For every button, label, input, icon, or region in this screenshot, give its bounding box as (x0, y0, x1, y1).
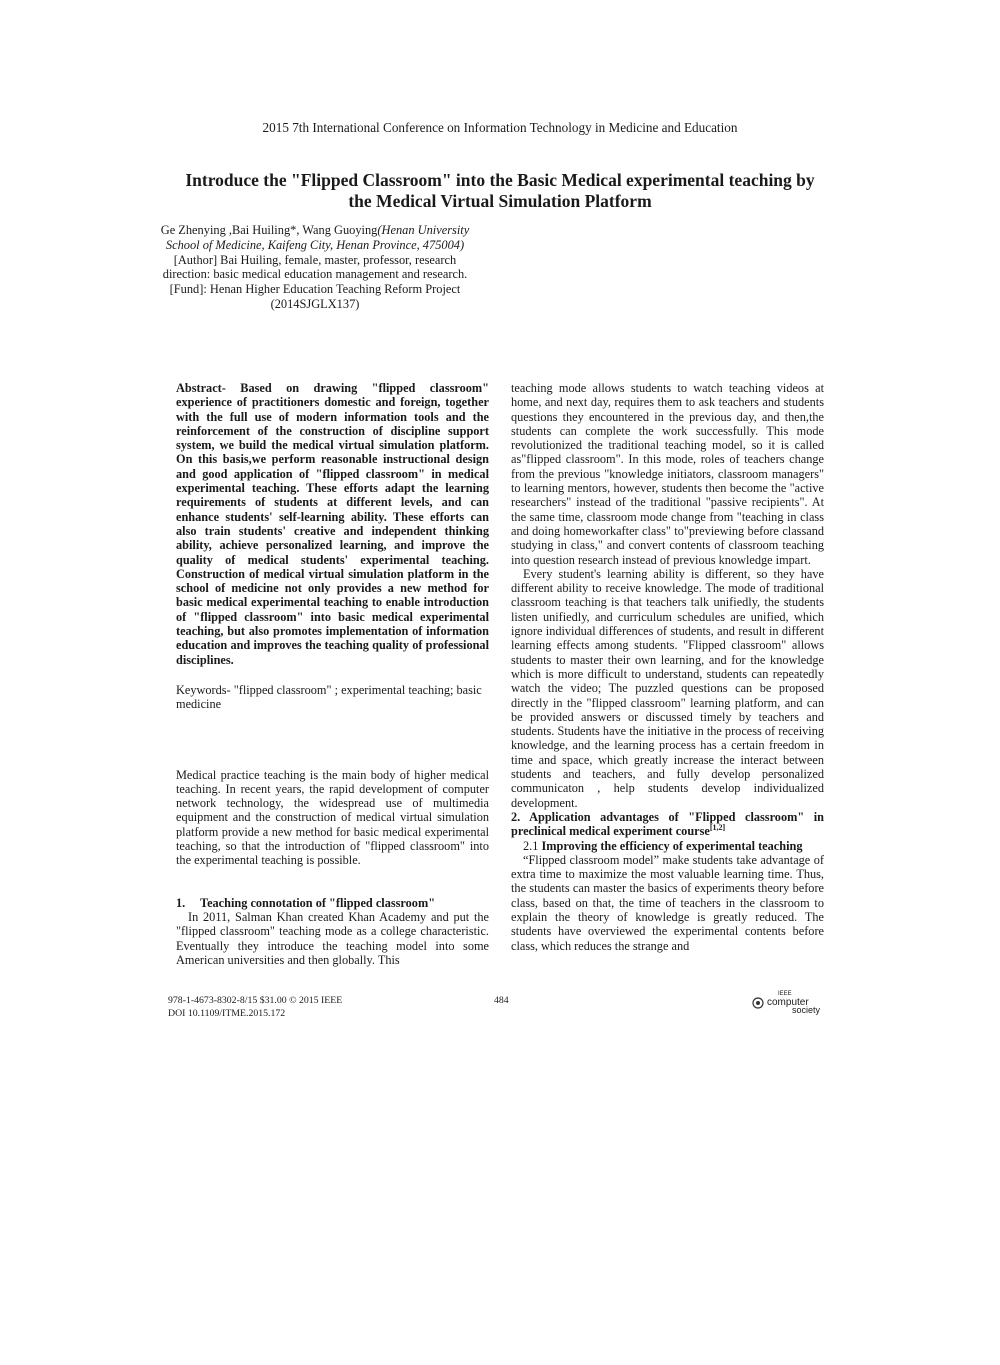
footer-isbn: 978-1-4673-8302-8/15 $31.00 © 2015 IEEE (168, 995, 343, 1006)
logo-society-text: society (792, 1005, 821, 1015)
right-paragraph-2: Every student's learning ability is different, so they have different ability to receive knowledge. The mode of traditional classroom teaching is that teachers talk unifiedly, the students listen unifiedly, and curriculum schedules are unified, which ignore individual differences of students, and result in different learning effects among students. "Flipped classroom" allows students to master their own learning, and for the knowledge which is more difficult to understand, students can repeatedly watch the video; The puzzled questions can be proposed directly in the "flipped classroom" learning platform, and can be provided answers or discussed timely by teachers and students. Students have the initiative in the process of receiving knowledge, and the learning process has a certain freedom in time and space, which greatly increase the interact between students and teachers, and fully develop personalized communicaton , help students develop individualized development. (511, 566, 824, 810)
author-note: [Author] Bai Huiling, female, master, professor, research direction: basic medical education management and research. (162, 252, 468, 282)
subsection-2-1-title: Improving the efficiency of experimental teaching (541, 838, 803, 853)
right-paragraph-1: teaching mode allows students to watch teaching videos at home, and next day, requires them to ask teachers and students questions they encountered in the previous day, and then,the students can complete the work successfully. This mode revolutionized the traditional teaching model, so it is called as"flipped classroom". In this mode, roles of teachers change from the previous "knowledge initiators, classroom managers" to learning mentors, however, students then become the "active researchers" instead of the traditional "passive recipients". At the same time, classroom mode change from "teaching in class and doing homeworkafter class" to"previewing before classand studying in class," and convert contents of classroom teaching into question research instead of previous knowledge impart. (511, 381, 824, 567)
section-1-heading (176, 896, 489, 910)
logo-computer-text: computer (767, 997, 809, 1008)
subsection-2-1-number: 2.1 (523, 838, 539, 853)
conference-header: 2015 7th International Conference on Information Technology in Medicine and Education (262, 120, 738, 135)
right-column (511, 381, 824, 953)
page-number: 484 (494, 995, 509, 1006)
left-column (176, 381, 489, 967)
footer-doi: DOI 10.1109/ITME.2015.172 (168, 1007, 286, 1019)
author-line (160, 223, 470, 253)
section-2-heading (511, 810, 824, 839)
author-names: Ge Zhenying ,Bai Huiling*, Wang Guoying (160, 223, 378, 237)
fund-note: [Fund]: Henan Higher Education Teaching Reform Project (2014SJGLX137) (169, 282, 461, 311)
subsection-2-1-heading (511, 839, 824, 853)
paper-title-line2: the Medical Virtual Simulation Platform (348, 191, 652, 211)
author-affiliation: (Henan University School of Medicine, Kaifeng City, Henan Province, 475004) (165, 223, 470, 252)
paper-title-line1: Introduce the "Flipped Classroom" into the Basic Medical experimental teaching by (185, 170, 815, 190)
introduction-paragraph: Medical practice teaching is the main body of higher medical teaching. In recent years, the rapid development of computer network technology, the widespread use of multimedia equipment and the construction of medical virtual simulation platform provide a new method for basic medical experimental teaching, so that the introduction of "flipped classroom" into the experimental teaching is possible. (176, 767, 489, 868)
computer-society-logo (752, 993, 832, 1015)
section-2-title: 2. Application advantages of "Flipped classroom" in preclinical medical experiment course (511, 809, 824, 839)
section-1-title: Teaching connotation of "flipped classroom" (200, 895, 436, 910)
section-2-citation: [1,2] (709, 823, 726, 833)
paper-title (150, 170, 850, 212)
keywords: Keywords- "flipped classroom" ; experimental teaching; basic medicine (176, 682, 482, 712)
logo-ieee-text: IEEE (778, 991, 792, 997)
footer-copyright (168, 995, 342, 1020)
abstract: Abstract- Based on drawing "flipped classroom" experience of practitioners domestic and foreign, together with the full use of modern information tools and the reinforcement of the construction of discipline support system, we build the medical virtual simulation platform. On this basis,we perform reasonable instructional design and good application of "flipped classroom" in medical experimental teaching. These efforts adapt the learning requirements of students at different levels, and can enhance students' self-learning ability. These efforts can also train students' creative and independent thinking ability, achieve personalized learning, and improve the quality of medical students' experimental teaching. Construction of medical virtual simulation platform in the school of medicine not only provides a new method for basic medical experimental teaching to enable introduction of "flipped classroom" into basic medical experimental teaching, but also promotes implementation of information education and improves the teaching quality of professional disciplines. (176, 381, 489, 667)
computer-society-logo-icon (752, 997, 764, 1009)
section-1-number: 1. (176, 895, 186, 910)
author-block (160, 223, 470, 312)
right-paragraph-3: “Flipped classroom model” make students take advantage of extra time to maximize the most valuable learning time. Thus, the students can master the basics of experiments theory before class, based on that, the time of teachers in the classroom to explain the theory of knowledge is greatly reduced. The students have overviewed the experimental contents before class, which reduces the strange and (511, 852, 824, 953)
section-1-paragraph: In 2011, Salman Khan created Khan Academy and put the "flipped classroom" teaching mode as a college characteristic. Eventually they introduce the teaching model into some American universities and then globally. This (176, 909, 489, 967)
